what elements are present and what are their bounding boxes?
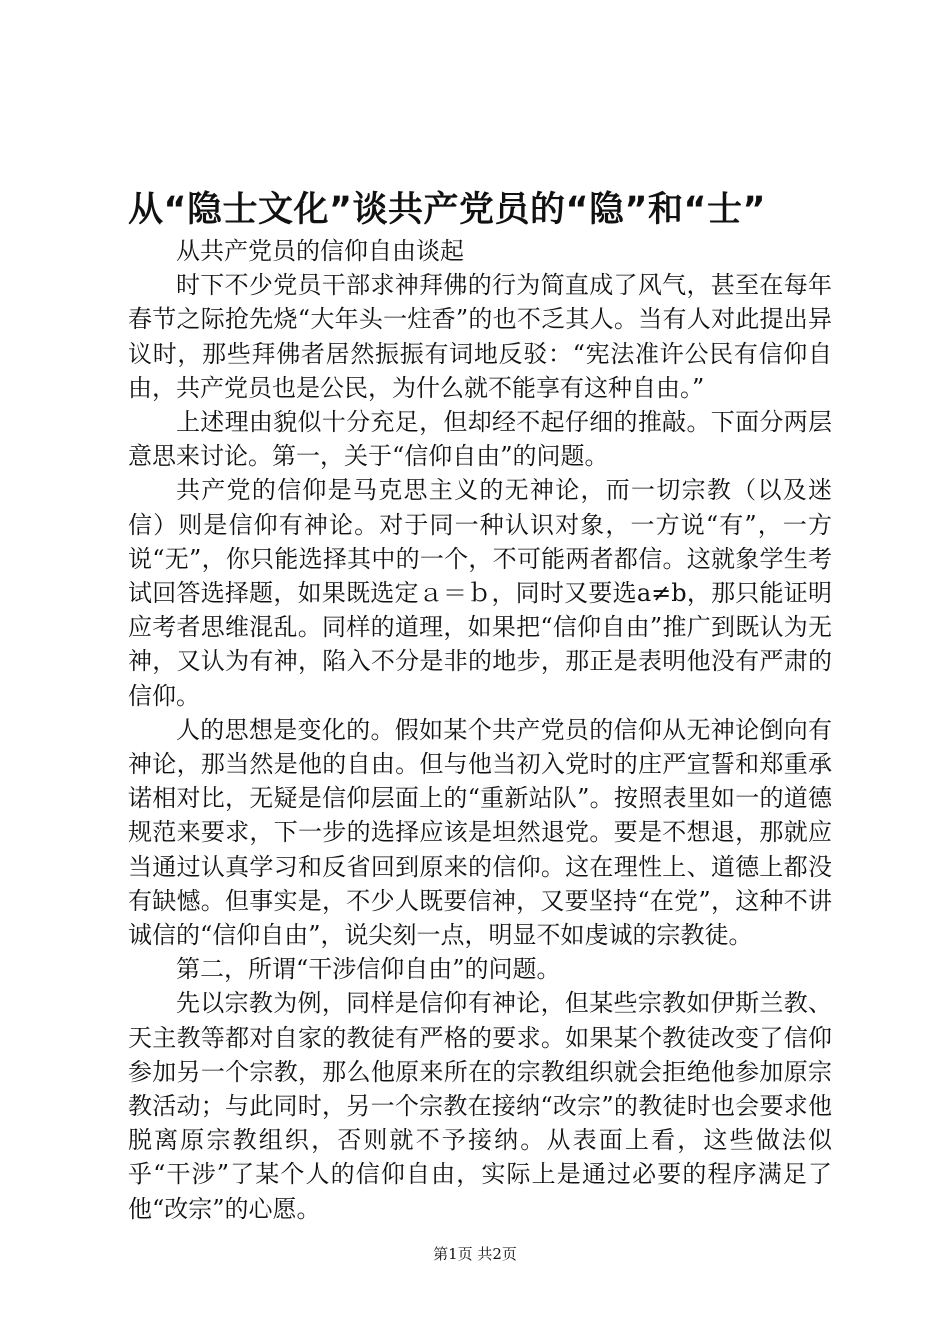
document-title: 从“隐士文化”谈共产党员的“隐”和“士” (128, 190, 767, 230)
subtitle-paragraph: 从共产党员的信仰自由谈起 (176, 237, 464, 265)
body-paragraph: 第二，所谓“干涉信仰自由”的问题。 (176, 955, 561, 984)
document-body (128, 234, 832, 1226)
body-paragraph: 人的思想是变化的。假如某个共产党员的信仰从无神论倒向有神论，那当然是他的自由。但与他当初入党时的庄严宣誓和郑重承诺相对比，无疑是信仰层面上的“重新站队”。按照表里如一的道德规范来要求，下一步的选择应该是坦然退党。要是不想退，那就应当通过认真学习和反省回到原来的信仰。这在理性上、道德上都没有缺憾。但事实是，不少人既要信神，又要坚持“在党”，这种不讲诚信的“信仰自由”，说尖刻一点，明显不如虔诚的宗教徒。 (128, 715, 832, 950)
body-paragraph: 时下不少党员干部求神拜佛的行为简直成了风气，甚至在每年春节之际抢先烧“大年头一炷香”的也不乏其人。当有人对此提出异议时，那些拜佛者居然振振有词地反驳：“宪法准许公民有信仰自由，共产党员也是公民，为什么就不能享有这种自由。” (128, 271, 832, 402)
body-paragraph: 上述理由貌似十分充足，但却经不起仔细的推敲。下面分两层意思来讨论。第一，关于“信仰自由”的问题。 (128, 408, 832, 471)
page-number-footer: 第1页 共2页 (433, 1245, 517, 1263)
body-paragraph: 共产党的信仰是马克思主义的无神论，而一切宗教（以及迷信）则是信仰有神论。对于同一种认识对象，一方说“有”，一方说“无”，你只能选择其中的一个，不可能两者都信。这就象学生考试回答选择题，如果既选定ａ＝ｂ，同时又要选a≠b，那只能证明应考者思维混乱。同样的道理，如果把“信仰自由”推广到既认为无神，又认为有神，陷入不分是非的地步，那正是表明他没有严肃的信仰。 (128, 476, 832, 710)
body-paragraph: 先以宗教为例，同样是信仰有神论，但某些宗教如伊斯兰教、天主教等都对自家的教徒有严格的要求。如果某个教徒改变了信仰参加另一个宗教，那么他原来所在的宗教组织就会拒绝他参加原宗教活动；与此同时，另一个宗教在接纳“改宗”的教徒时也会要求他脱离原宗教组织，否则就不予接纳。从表面上看，这些做法似乎“干涉”了某个人的信仰自由，实际上是通过必要的程序满足了他“改宗”的心愿。 (128, 989, 832, 1223)
